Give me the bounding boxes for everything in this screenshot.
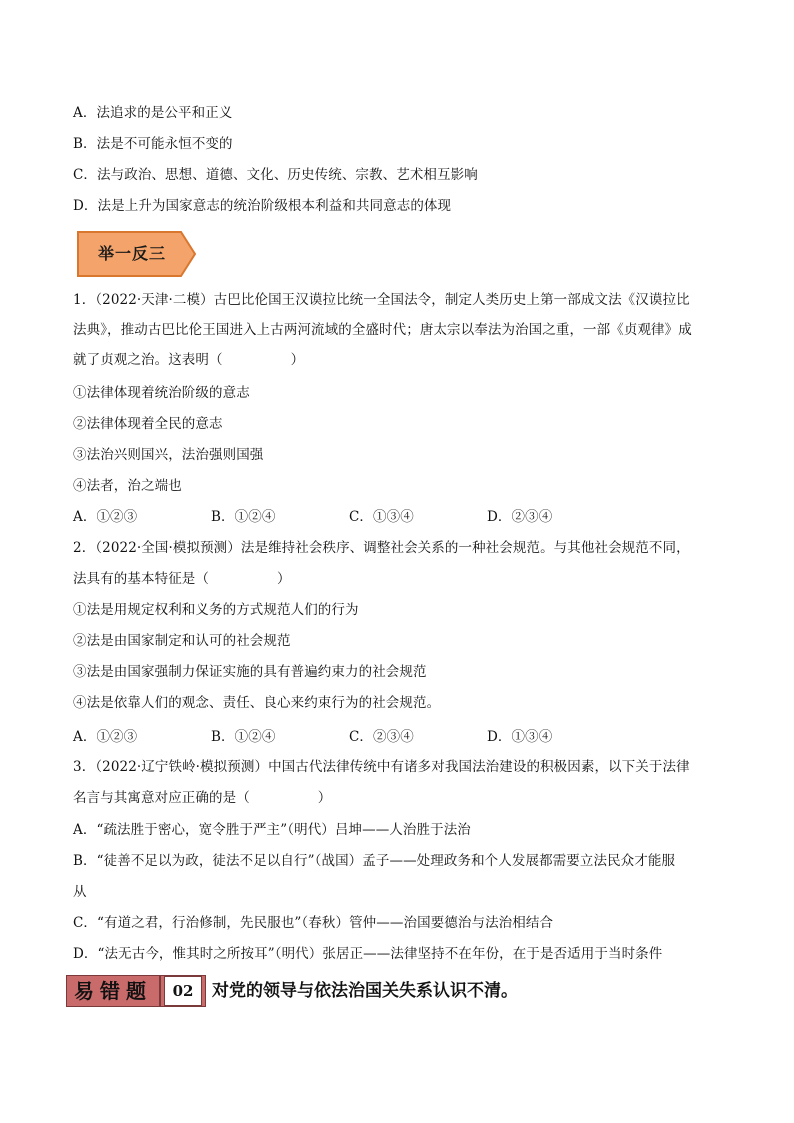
q2-item-3: ③法是由国家强制力保证实施的具有普遍约束力的社会规范 <box>73 664 427 680</box>
q1-choice-c: C．①③④ <box>349 509 414 525</box>
q1-choice-d: D．②③④ <box>487 509 553 525</box>
q1-item-4: ④法者，治之端也 <box>73 478 182 494</box>
q1-stem-line-2: 法典》，推动古巴比伦王国进入上古两河流域的全盛时代；唐太宗以奉法为治国之重，一部《贞观律》成 <box>73 322 692 338</box>
section-title: 对党的领导与依法治国关失系认识不清。 <box>212 981 518 1001</box>
q2-item-4: ④法是依靠人们的观念、责任、良心来约束行为的社会规范。 <box>73 695 441 711</box>
q2-item-2: ②法是由国家制定和认可的社会规范 <box>73 633 291 649</box>
q3-option-b-continued: 从 <box>73 884 87 900</box>
q3-stem-line-2: 名言与其寓意对应正确的是（ ） <box>73 790 332 806</box>
banner-label: 举一反三 <box>97 244 166 263</box>
q1-stem-line-1: 1．（2022·天津·二模）古巴比伦国王汉谟拉比统一全国法令，制定人类历史上第一部成文法《汉谟拉比 <box>73 292 690 308</box>
q2-choice-a: A．①②③ <box>73 729 138 745</box>
option-a: A．法追求的是公平和正义 <box>73 105 233 121</box>
q3-option-d: D．“法无古今，惟其时之所按耳”（明代）张居正——法律坚持不在年份，在于是否适用于当时条件 <box>73 946 663 962</box>
option-c: C．法与政治、思想、道德、文化、历史传统、宗教、艺术相互影响 <box>73 167 478 183</box>
q1-choice-b: B．①②④ <box>211 509 276 525</box>
q2-choice-b: B．①②④ <box>211 729 276 745</box>
q2-item-1: ①法是用规定权利和义务的方式规范人们的行为 <box>73 602 359 618</box>
q2-stem-line-2: 法具有的基本特征是（ ） <box>73 571 291 587</box>
section-number: 02 <box>164 976 202 1006</box>
section-heading <box>66 975 726 1007</box>
q3-stem-line-1: 3．（2022·辽宁铁岭·模拟预测）中国古代法律传统中有诸多对我国法治建设的积极因素，以下关于法律 <box>73 759 690 775</box>
q2-choice-c: C．②③④ <box>349 729 414 745</box>
q1-item-3: ③法治兴则国兴，法治强则国强 <box>73 447 264 463</box>
section-banner <box>77 231 197 277</box>
q2-choice-d: D．①③④ <box>487 729 553 745</box>
q3-option-b: B．“徒善不足以为政，徒法不足以自行”（战国）孟子——处理政务和个人发展都需要立法民众才能服 <box>73 853 676 869</box>
q3-option-c: C．“有道之君，行治修制，先民服也”（春秋）管仲——治国要德治与法治相结合 <box>73 915 554 931</box>
q2-stem-line-1: 2．（2022·全国·模拟预测）法是维持社会秩序、调整社会关系的一种社会规范。与其他社会规范不同， <box>73 540 690 556</box>
q1-item-2: ②法律体现着全民的意志 <box>73 416 223 432</box>
option-d: D．法是上升为国家意志的统治阶级根本利益和共同意志的体现 <box>73 198 452 214</box>
q1-choice-a: A．①②③ <box>73 509 138 525</box>
q1-item-1: ①法律体现着统治阶级的意志 <box>73 385 250 401</box>
q3-option-a: A．“疏法胜于密心，宽令胜于严主”（明代）吕坤——人治胜于法治 <box>73 822 471 838</box>
section-label: 易错题 <box>66 975 160 1007</box>
option-b: B．法是不可能永恒不变的 <box>73 136 233 152</box>
q1-stem-line-3: 就了贞观之治。这表明（ ） <box>73 352 305 368</box>
